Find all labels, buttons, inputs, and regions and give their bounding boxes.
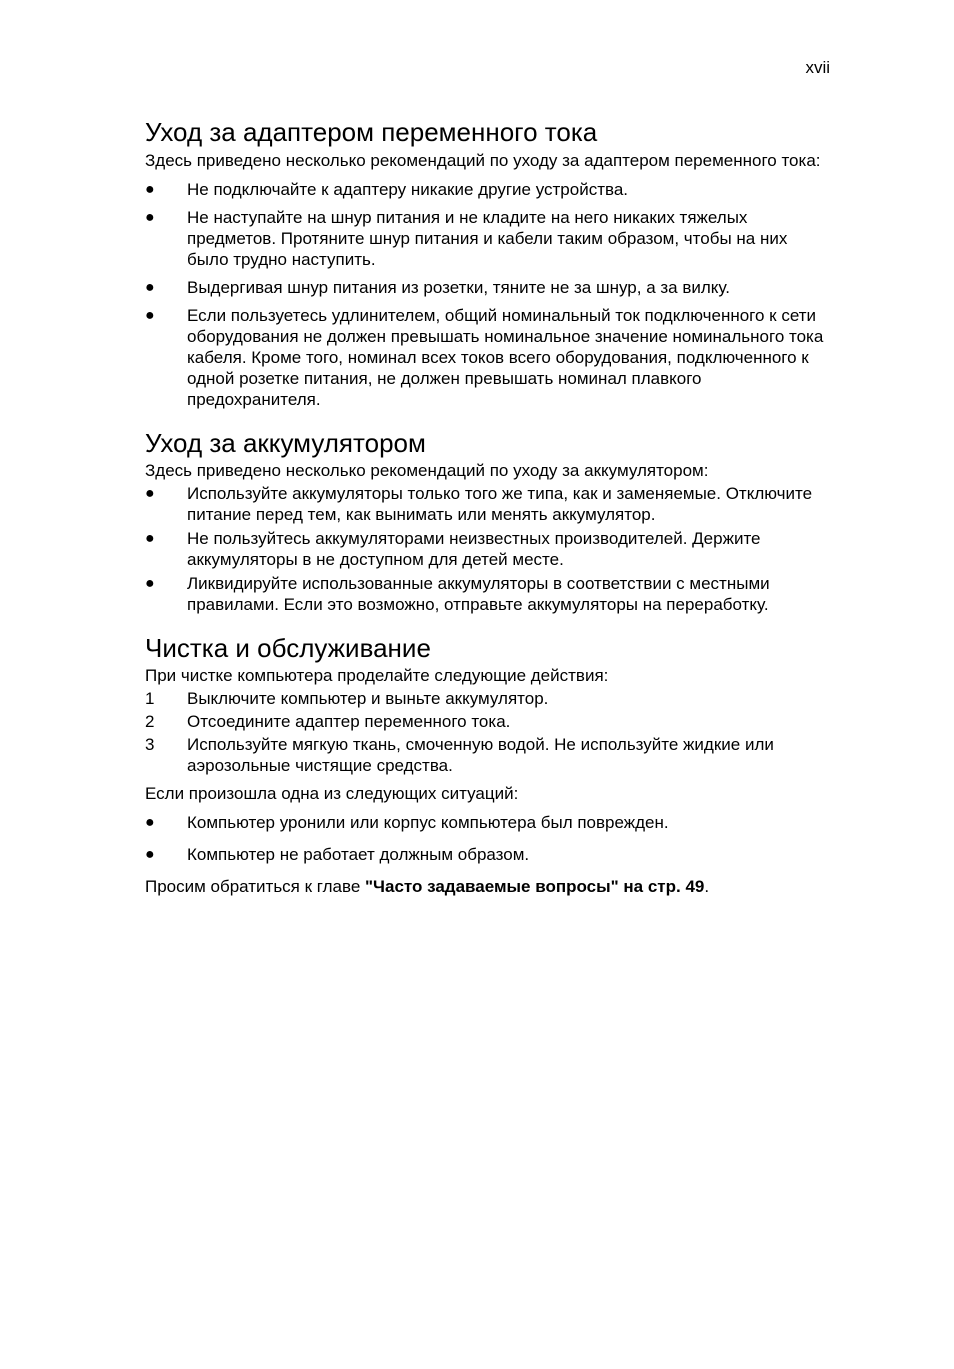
step-text: Выключите компьютер и выньте аккумулятор. xyxy=(187,689,549,708)
step-number: 1 xyxy=(145,689,155,708)
step-number: 3 xyxy=(145,735,155,754)
section-title: Уход за адаптером переменного тока xyxy=(145,117,598,147)
list-item xyxy=(145,207,831,270)
list-item-text: Компьютер уронили или корпус компьютера был поврежден. xyxy=(187,813,669,832)
list-item-text: Не подключайте к адаптеру никакие другие устройства. xyxy=(187,180,629,199)
section-cleaning-and-service xyxy=(145,632,831,897)
list-item-text: Ликвидируйте использованные аккумуляторы в соответствии с местными правилами. Если это возможно, отправьте аккумуляторы на переработку. xyxy=(187,574,770,614)
page-content xyxy=(145,116,831,897)
section-ac-adapter-care xyxy=(145,116,831,410)
bullet-icon: ● xyxy=(145,846,155,863)
section-title: Уход за аккумулятором xyxy=(145,428,426,458)
bullet-icon: ● xyxy=(145,530,155,547)
list-item xyxy=(145,573,831,615)
bullet-icon: ● xyxy=(145,485,155,502)
bullet-icon: ● xyxy=(145,814,155,831)
list-item xyxy=(145,277,831,298)
step-item xyxy=(145,688,831,709)
list-item xyxy=(145,179,831,200)
list-item xyxy=(145,812,831,833)
closing-suffix: . xyxy=(704,877,710,896)
page-number: xvii xyxy=(805,58,830,77)
bullet-list xyxy=(145,812,831,865)
list-item-text: Не пользуйтесь аккумуляторами неизвестных производителей. Держите аккумуляторы в не доступном для детей месте. xyxy=(187,529,761,569)
step-text: Используйте мягкую ткань, смоченную водой. Не используйте жидкие или аэрозольные чистящие средства. xyxy=(187,735,774,775)
list-item xyxy=(145,528,831,570)
section-intro: Здесь приведено несколько рекомендаций по уходу за аккумулятором: xyxy=(145,461,709,480)
step-number: 2 xyxy=(145,712,155,731)
bullet-list xyxy=(145,483,831,615)
bullet-icon: ● xyxy=(145,279,155,296)
list-item-text: Если пользуетесь удлинителем, общий номинальный ток подключенного к сети оборудования не должен превышать номинальное значение номинального тока кабеля. Кроме того, номинал всех токов всего оборудования, подключенного к одной розетке питания, не должен превышать номинал плавкого предохранителя. xyxy=(187,306,824,409)
closing-prefix: Просим обратиться к главе xyxy=(145,877,365,896)
situations-intro: Если произошла одна из следующих ситуаций: xyxy=(145,784,519,803)
list-item xyxy=(145,844,831,865)
section-intro: При чистке компьютера проделайте следующие действия: xyxy=(145,666,609,685)
bullet-icon: ● xyxy=(145,307,155,324)
step-item xyxy=(145,711,831,732)
section-intro: Здесь приведено несколько рекомендаций по уходу за адаптером переменного тока: xyxy=(145,151,821,170)
bullet-icon: ● xyxy=(145,209,155,226)
section-title: Чистка и обслуживание xyxy=(145,633,431,663)
section-battery-care xyxy=(145,427,831,615)
faq-reference-link[interactable]: "Часто задаваемые вопросы" на стр. 49 xyxy=(365,877,705,896)
bullet-icon: ● xyxy=(145,181,155,198)
list-item-text: Компьютер не работает должным образом. xyxy=(187,845,530,864)
bullet-list xyxy=(145,179,831,410)
step-text: Отсоедините адаптер переменного тока. xyxy=(187,712,511,731)
numbered-list xyxy=(145,688,831,776)
list-item xyxy=(145,483,831,525)
list-item-text: Не наступайте на шнур питания и не кладите на него никаких тяжелых предметов. Протяните шнур питания и кабели таким образом, чтобы на них было трудно наступить. xyxy=(187,208,788,269)
closing-paragraph xyxy=(145,876,831,897)
step-item xyxy=(145,734,831,776)
list-item xyxy=(145,305,831,410)
list-item-text: Используйте аккумуляторы только того же типа, как и заменяемые. Отключите питание перед тем, как вынимать или менять аккумулятор. xyxy=(187,484,813,524)
bullet-icon: ● xyxy=(145,575,155,592)
list-item-text: Выдергивая шнур питания из розетки, тяните не за шнур, а за вилку. xyxy=(187,278,730,297)
